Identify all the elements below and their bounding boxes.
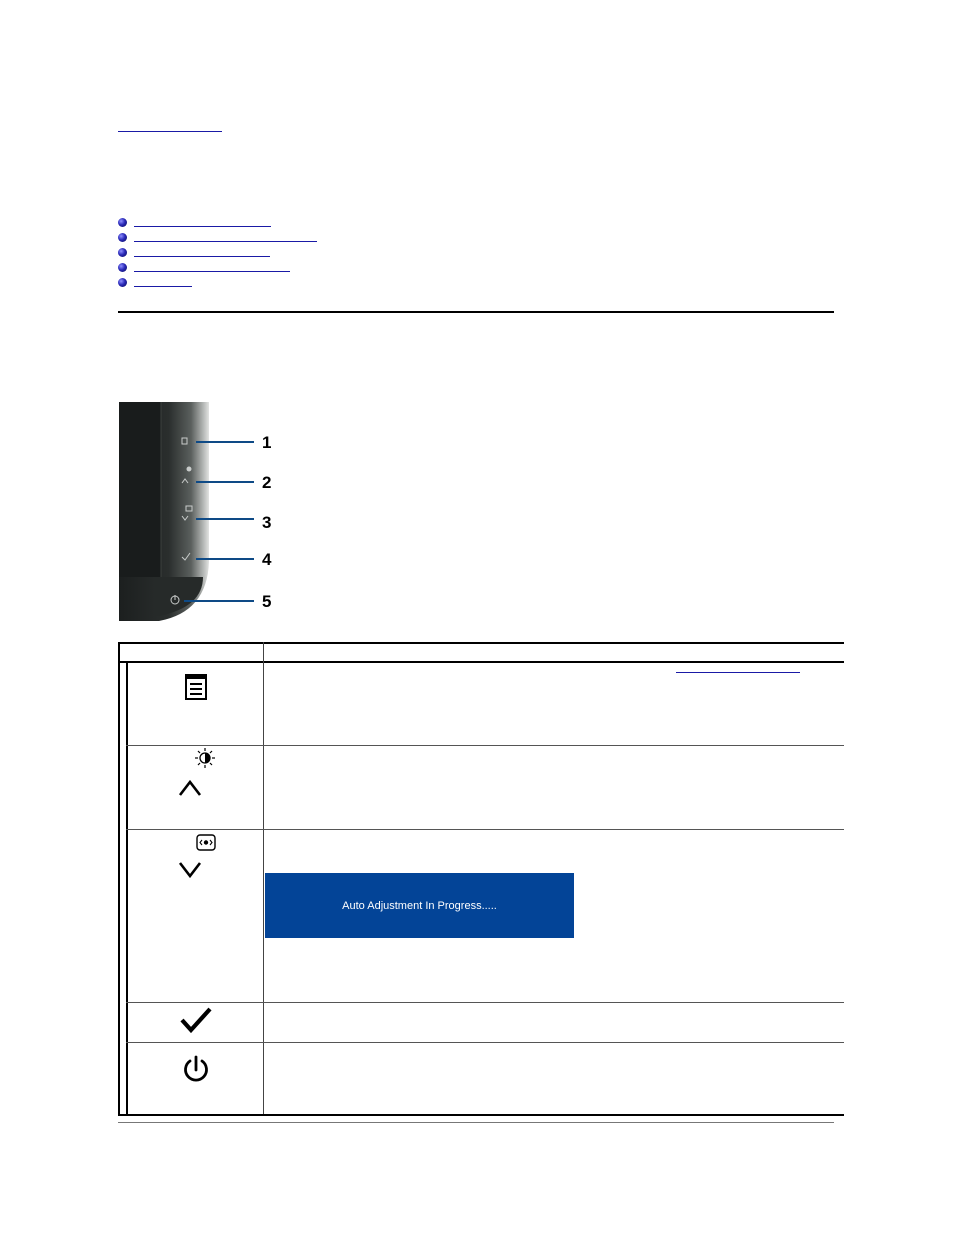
bullet-icon (118, 218, 127, 227)
callout-line-2 (196, 481, 254, 483)
checkmark-icon (179, 1006, 213, 1039)
up-arrow-icon (178, 779, 202, 802)
bullet-icon (118, 278, 127, 287)
bottom-divider (118, 1122, 834, 1123)
callout-line-5 (184, 600, 254, 602)
bullet-icon (118, 263, 127, 272)
callout-number-4: 4 (262, 550, 272, 569)
section-divider (118, 311, 834, 313)
callout-line-3 (196, 518, 254, 520)
bullet-icon (118, 248, 127, 257)
callout-number-3: 3 (262, 513, 272, 532)
auto-adjust-icon (196, 834, 216, 856)
menu-description-link[interactable] (676, 672, 800, 673)
osd-message-text: Auto Adjustment In Progress..... (342, 899, 497, 912)
down-arrow-icon (178, 861, 202, 884)
back-link[interactable] (118, 131, 222, 132)
power-icon (182, 1055, 210, 1090)
monitor-panel-photo (119, 402, 211, 621)
callout-line-4 (196, 558, 254, 560)
brightness-contrast-icon (195, 748, 215, 773)
callout-number-2: 2 (262, 473, 272, 492)
auto-adjust-osd-message (265, 873, 574, 938)
menu-icon (185, 674, 207, 705)
callout-number-5: 5 (262, 592, 272, 611)
callout-number-1: 1 (262, 433, 272, 452)
bullet-icon (118, 233, 127, 242)
callout-line-1 (196, 441, 254, 443)
